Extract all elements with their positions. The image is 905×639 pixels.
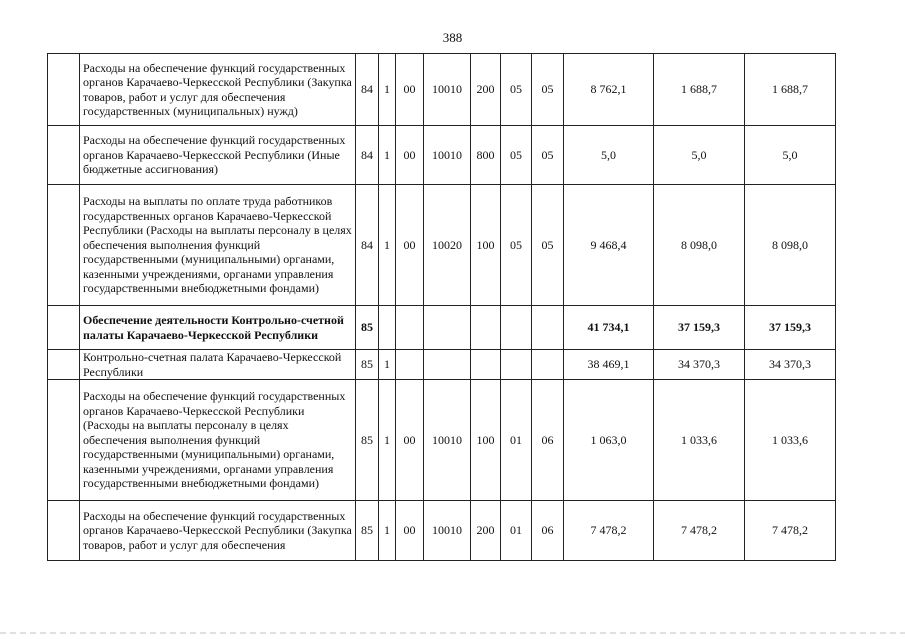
code-cell: 84 [356, 185, 379, 306]
table-row [48, 501, 836, 561]
code-cell: 1 [379, 185, 396, 306]
code-cell [532, 306, 564, 350]
code-cell [379, 306, 396, 350]
amount-cell: 1 688,7 [745, 54, 836, 126]
code-cell: 1 [379, 350, 396, 380]
amount-cell: 37 159,3 [745, 306, 836, 350]
code-cell: 1 [379, 126, 396, 185]
code-cell: 10010 [424, 380, 471, 501]
amount-cell: 1 033,6 [654, 380, 745, 501]
code-cell: 84 [356, 54, 379, 126]
amount-cell: 41 734,1 [564, 306, 654, 350]
code-cell: 05 [532, 126, 564, 185]
amount-cell: 7 478,2 [654, 501, 745, 561]
scan-artifact [0, 632, 905, 634]
code-cell [424, 350, 471, 380]
row-description: Расходы на обеспечение функций государственных органов Карачаево-Черкесской Республики (Иные бюджетные ассигнования) [80, 126, 356, 185]
code-cell: 10010 [424, 126, 471, 185]
table-row [48, 350, 836, 380]
amount-cell: 1 033,6 [745, 380, 836, 501]
row-description: Расходы на обеспечение функций государственных органов Карачаево-Черкесской Республики (Закупка товаров, работ и услуг для обеспечения [80, 501, 356, 561]
code-cell: 800 [471, 126, 501, 185]
code-cell: 00 [396, 380, 424, 501]
code-cell [471, 350, 501, 380]
code-cell: 10010 [424, 54, 471, 126]
code-cell [396, 306, 424, 350]
code-cell: 00 [396, 501, 424, 561]
row-blank-cell [48, 185, 80, 306]
code-cell: 05 [532, 54, 564, 126]
amount-cell: 7 478,2 [745, 501, 836, 561]
code-cell: 100 [471, 185, 501, 306]
code-cell: 200 [471, 501, 501, 561]
code-cell [501, 350, 532, 380]
row-blank-cell [48, 501, 80, 561]
amount-cell: 1 063,0 [564, 380, 654, 501]
code-cell: 06 [532, 501, 564, 561]
code-cell: 05 [532, 185, 564, 306]
table-row [48, 54, 836, 126]
code-cell [396, 350, 424, 380]
row-description: Обеспечение деятельности Контрольно-счетной палаты Карачаево-Черкесской Республики [80, 306, 356, 350]
code-cell: 05 [501, 185, 532, 306]
code-cell [501, 306, 532, 350]
row-blank-cell [48, 350, 80, 380]
code-cell: 85 [356, 380, 379, 501]
code-cell: 85 [356, 501, 379, 561]
code-cell: 01 [501, 380, 532, 501]
amount-cell: 34 370,3 [745, 350, 836, 380]
amount-cell: 37 159,3 [654, 306, 745, 350]
amount-cell: 9 468,4 [564, 185, 654, 306]
table-row [48, 126, 836, 185]
amount-cell: 5,0 [745, 126, 836, 185]
code-cell [424, 306, 471, 350]
code-cell: 1 [379, 54, 396, 126]
row-blank-cell [48, 54, 80, 126]
page-number: 388 [442, 30, 463, 45]
amount-cell: 8 098,0 [745, 185, 836, 306]
table-row [48, 306, 836, 350]
amount-cell: 7 478,2 [564, 501, 654, 561]
code-cell: 100 [471, 380, 501, 501]
table-body [48, 54, 836, 561]
code-cell: 84 [356, 126, 379, 185]
row-blank-cell [48, 126, 80, 185]
code-cell: 1 [379, 380, 396, 501]
row-blank-cell [48, 380, 80, 501]
amount-cell: 34 370,3 [654, 350, 745, 380]
code-cell [532, 350, 564, 380]
code-cell: 00 [396, 185, 424, 306]
row-blank-cell [48, 306, 80, 350]
amount-cell: 5,0 [654, 126, 745, 185]
amount-cell: 1 688,7 [654, 54, 745, 126]
code-cell: 200 [471, 54, 501, 126]
code-cell: 10010 [424, 501, 471, 561]
code-cell: 10020 [424, 185, 471, 306]
code-cell: 00 [396, 54, 424, 126]
code-cell: 06 [532, 380, 564, 501]
amount-cell: 8 762,1 [564, 54, 654, 126]
code-cell: 85 [356, 350, 379, 380]
row-description: Расходы на обеспечение функций государственных органов Карачаево-Черкесской Республики (Расходы на выплаты персоналу в целях обеспечения выполнения функций государственными (муниципальными) органами, казенными учреждениями, органами управления государственными внебюджетными фондами) [80, 380, 356, 501]
amount-cell: 38 469,1 [564, 350, 654, 380]
code-cell: 1 [379, 501, 396, 561]
code-cell: 85 [356, 306, 379, 350]
amount-cell: 5,0 [564, 126, 654, 185]
code-cell [471, 306, 501, 350]
amount-cell: 8 098,0 [654, 185, 745, 306]
code-cell: 05 [501, 126, 532, 185]
row-description: Расходы на обеспечение функций государственных органов Карачаево-Черкесской Республики (Закупка товаров, работ и услуг для обеспечения государственных (муниципальных) нужд) [80, 54, 356, 126]
row-description: Расходы на выплаты по оплате труда работников государственных органов Карачаево-Черкесской Республики (Расходы на выплаты персоналу в целях обеспечения выполнения функций государственными (муниципальными) органами, казенными учреждениями, органами управления государственными внебюджетными фондами) [80, 185, 356, 306]
code-cell: 00 [396, 126, 424, 185]
budget-table [47, 53, 836, 561]
table-row [48, 185, 836, 306]
table-row [48, 380, 836, 501]
code-cell: 01 [501, 501, 532, 561]
code-cell: 05 [501, 54, 532, 126]
row-description: Контрольно-счетная палата Карачаево-Черкесской Республики [80, 350, 356, 380]
